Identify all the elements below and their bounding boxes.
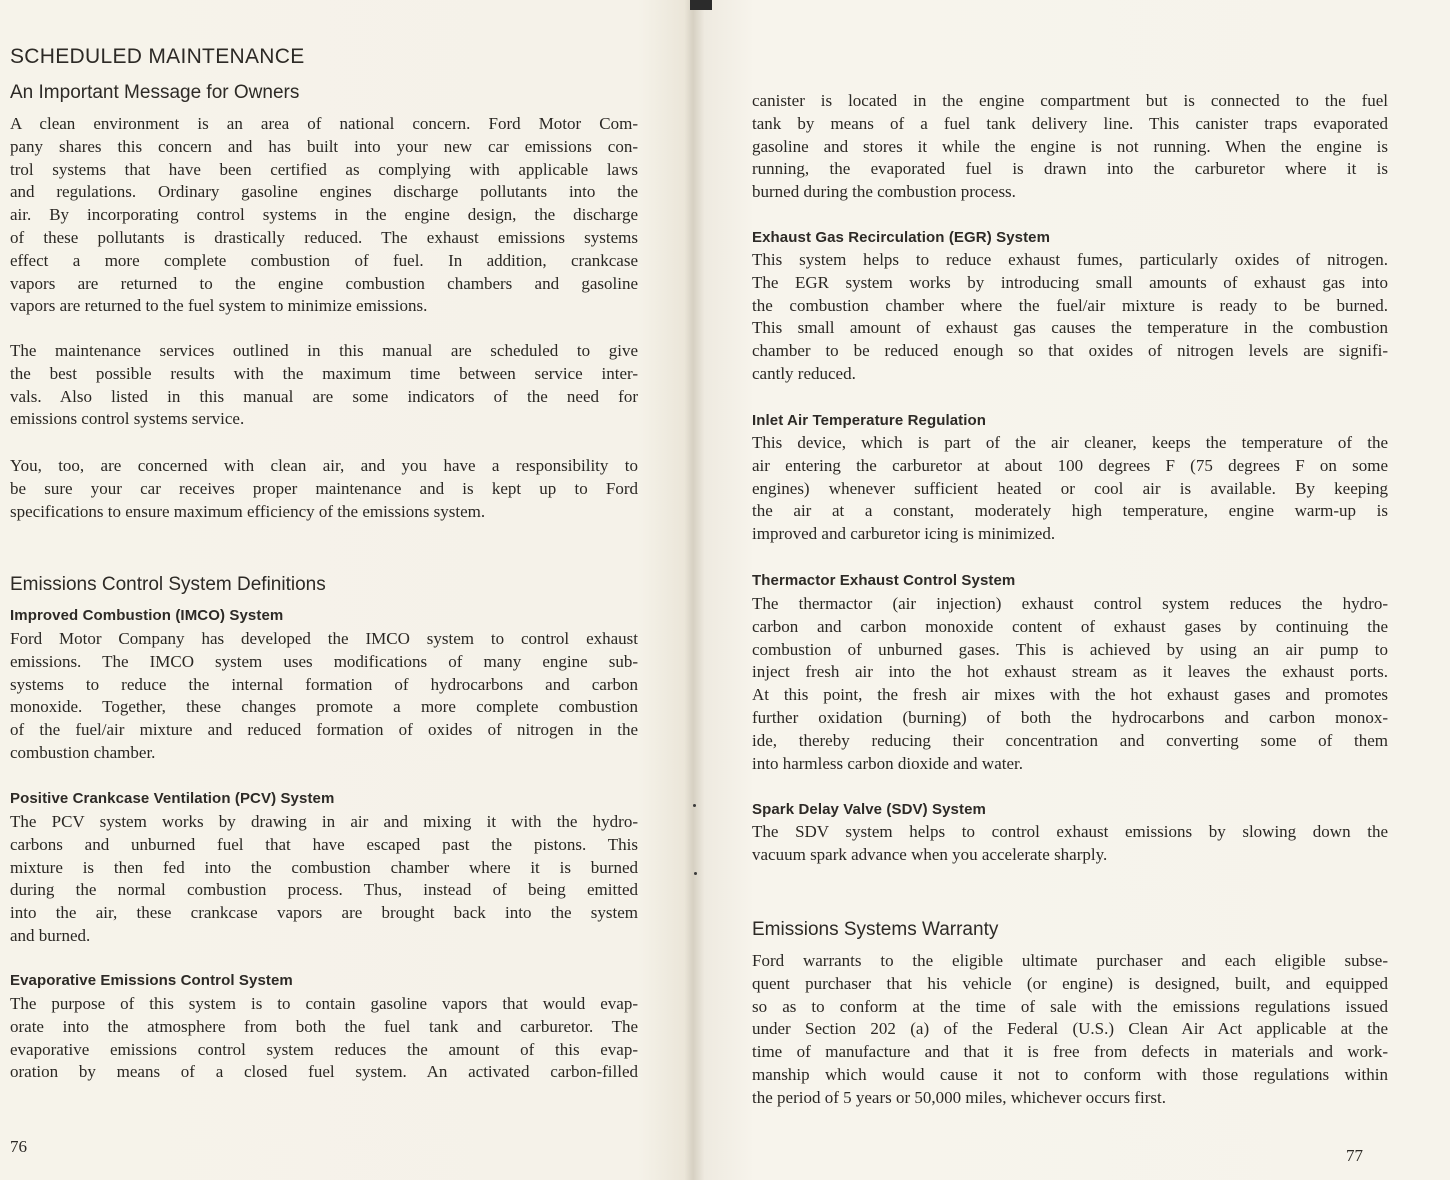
text-line: A clean environment is an area of national concern. Ford Motor Com- (10, 114, 638, 133)
text-line: inject fresh air into the hot exhaust stream as it leaves the exhaust ports. (752, 662, 1388, 682)
text-line: The SDV system helps to control exhaust emissions by slowing down the (752, 822, 1388, 841)
text-line: and burned. (10, 925, 91, 945)
text-line: air. By incorporating control systems in the engine design, the discharge (10, 205, 638, 225)
text-line: further oxidation (burning) of both the hydrocarbons and carbon monox- (752, 707, 1388, 727)
text-line: improved and carburetor icing is minimized. (752, 524, 1056, 544)
sdv-heading: Spark Delay Valve (SDV) System (752, 801, 986, 818)
text-line: so as to conform at the time of sale with the emissions regulations issued (752, 996, 1388, 1016)
text-line: This system helps to reduce exhaust fumes, particularly oxides of nitrogen. (752, 250, 1388, 269)
text-line: You, too, are concerned with clean air, and you have a responsibility to (10, 456, 638, 475)
text-line: orate into the atmosphere from both the fuel tank and carburetor. The (10, 1016, 638, 1036)
text-line: At this point, the fresh air mixes with the hot exhaust gases and promotes (752, 685, 1388, 705)
text-line: ide, thereby reducing their concentration and converting some of them (752, 730, 1388, 750)
text-line: evaporative emissions control system reduces the amount of this evap- (10, 1039, 638, 1059)
text-line: cantly reduced. (752, 363, 856, 383)
text-line: vacuum spark advance when you accelerate sharply. (752, 844, 1108, 864)
text-line: oration by means of a closed fuel system. An activated carbon-filled (10, 1062, 638, 1082)
text-line: emissions control systems service. (10, 409, 245, 429)
text-line: quent purchaser that his vehicle (or engine) is designed, built, and equipped (752, 973, 1388, 993)
text-line: be sure your car receives proper maintenance and is kept up to Ford (10, 478, 638, 498)
text-line: Ford warrants to the eligible ultimate purchaser and each eligible subse- (752, 951, 1388, 970)
inlet-air-heading: Inlet Air Temperature Regulation (752, 412, 987, 429)
text-line: engines) whenever sufficient heated or cool air is available. By keeping (752, 478, 1388, 498)
text-line: the best possible results with the maximum time between service inter- (10, 363, 638, 383)
warranty-heading: Emissions Systems Warranty (752, 919, 999, 940)
text-line: into harmless carbon dioxide and water. (752, 753, 1023, 773)
sdv-text (752, 821, 1388, 867)
page-number-left: 76 (10, 1137, 27, 1156)
text-line: monoxide. Together, these changes promote a more complete combustion (10, 697, 638, 717)
text-line: during the normal combustion process. Thus, instead of being emitted (10, 880, 638, 900)
text-line: Ford Motor Company has developed the IMCO system to control exhaust (10, 629, 638, 648)
definitions-heading: Emissions Control System Definitions (10, 574, 326, 595)
text-line: combustion of unburned gases. This is achieved by using an air pump to (752, 639, 1388, 659)
text-line: carbon and carbon monoxide content of exhaust gases by continuing the (752, 616, 1388, 636)
text-line: tank by means of a fuel tank delivery line. This canister traps evaporated (752, 113, 1388, 133)
paper-speck (693, 804, 696, 807)
text-line: the air at a constant, moderately high temperature, engine warm-up is (752, 501, 1388, 521)
text-line: vals. Also listed in this manual are some indicators of the need for (10, 386, 638, 406)
egr-heading: Exhaust Gas Recirculation (EGR) System (752, 229, 1051, 246)
text-line: pany shares this concern and has built into your new car emissions con- (10, 136, 638, 156)
text-line: trol systems that have been certified as complying with applicable laws (10, 159, 638, 179)
text-line: under Section 202 (a) of the Federal (U.S.) Clean Air Act applicable at the (752, 1019, 1388, 1039)
thermactor-heading: Thermactor Exhaust Control System (752, 572, 1016, 589)
text-line: mixture is then fed into the combustion chamber where it is burned (10, 857, 638, 877)
text-line: canister is located in the engine compartment but is connected to the fuel (752, 91, 1388, 110)
text-line: combustion chamber. (10, 742, 156, 762)
page-number-right: 77 (1346, 1146, 1363, 1165)
text-line: of the fuel/air mixture and reduced formation of oxides of nitrogen in the (10, 720, 638, 740)
text-line: The maintenance services outlined in this manual are scheduled to give (10, 341, 638, 360)
inlet-air-text (752, 432, 1388, 546)
pcv-heading: Positive Crankcase Ventilation (PCV) System (10, 790, 335, 807)
clean-air-paragraph (10, 455, 638, 523)
egr-text (752, 249, 1388, 386)
maintenance-paragraph (10, 340, 638, 431)
intro-paragraph (10, 113, 638, 318)
text-line: of these pollutants is drastically reduced. The exhaust emissions systems (10, 227, 638, 247)
text-line: the period of 5 years or 50,000 miles, whichever occurs first. (752, 1087, 1167, 1107)
text-line: This small amount of exhaust gas causes the temperature in the combustion (752, 318, 1388, 338)
evaporative-text (10, 993, 638, 1084)
important-message-heading: An Important Message for Owners (10, 82, 300, 103)
text-line: emissions. The IMCO system uses modifications of many engine sub- (10, 651, 638, 671)
warranty-text (752, 950, 1388, 1110)
text-line: The purpose of this system is to contain gasoline vapors that would evap- (10, 994, 638, 1013)
paper-speck (694, 872, 697, 875)
text-line: and regulations. Ordinary gasoline engines discharge pollutants into the (10, 182, 638, 202)
text-line: the combustion chamber where the fuel/air mixture is ready to be burned. (752, 295, 1388, 315)
page-title: SCHEDULED MAINTENANCE (10, 45, 305, 68)
text-line: effect a more complete combustion of fuel. In addition, crankcase (10, 250, 638, 270)
text-line: carbons and unburned fuel that have escaped past the pistons. This (10, 834, 638, 854)
text-line: The PCV system works by drawing in air and mixing it with the hydro- (10, 812, 638, 831)
evaporative-heading: Evaporative Emissions Control System (10, 972, 293, 989)
imco-heading: Improved Combustion (IMCO) System (10, 607, 284, 624)
text-line: specifications to ensure maximum efficiency of the emissions system. (10, 501, 486, 521)
text-line: time of manufacture and that it is free from defects in materials and work- (752, 1042, 1388, 1062)
text-line: This device, which is part of the air cleaner, keeps the temperature of the (752, 433, 1388, 452)
binding-shadow (690, 0, 712, 10)
text-line: vapors are returned to the fuel system to minimize emissions. (10, 296, 428, 316)
text-line: running, the evaporated fuel is drawn into the carburetor where it is (752, 159, 1388, 179)
evaporative-text-continued (752, 90, 1388, 204)
pcv-text (10, 811, 638, 948)
thermactor-text (752, 593, 1388, 775)
text-line: systems to reduce the internal formation of hydrocarbons and carbon (10, 674, 638, 694)
text-line: vapors are returned to the engine combustion chambers and gasoline (10, 273, 638, 293)
text-line: chamber to be reduced enough so that oxides of nitrogen levels are signifi- (752, 341, 1388, 361)
text-line: manship which would cause it not to conform with those regulations within (752, 1064, 1388, 1084)
text-line: burned during the combustion process. (752, 182, 1016, 202)
text-line: The thermactor (air injection) exhaust control system reduces the hydro- (752, 594, 1388, 613)
text-line: air entering the carburetor at about 100 degrees F (75 degrees F on some (752, 455, 1388, 475)
text-line: The EGR system works by introducing small amounts of exhaust gas into (752, 272, 1388, 292)
text-line: into the air, these crankcase vapors are brought back into the system (10, 903, 638, 923)
imco-text (10, 628, 638, 765)
text-line: gasoline and stores it while the engine is not running. When the engine is (752, 136, 1388, 156)
